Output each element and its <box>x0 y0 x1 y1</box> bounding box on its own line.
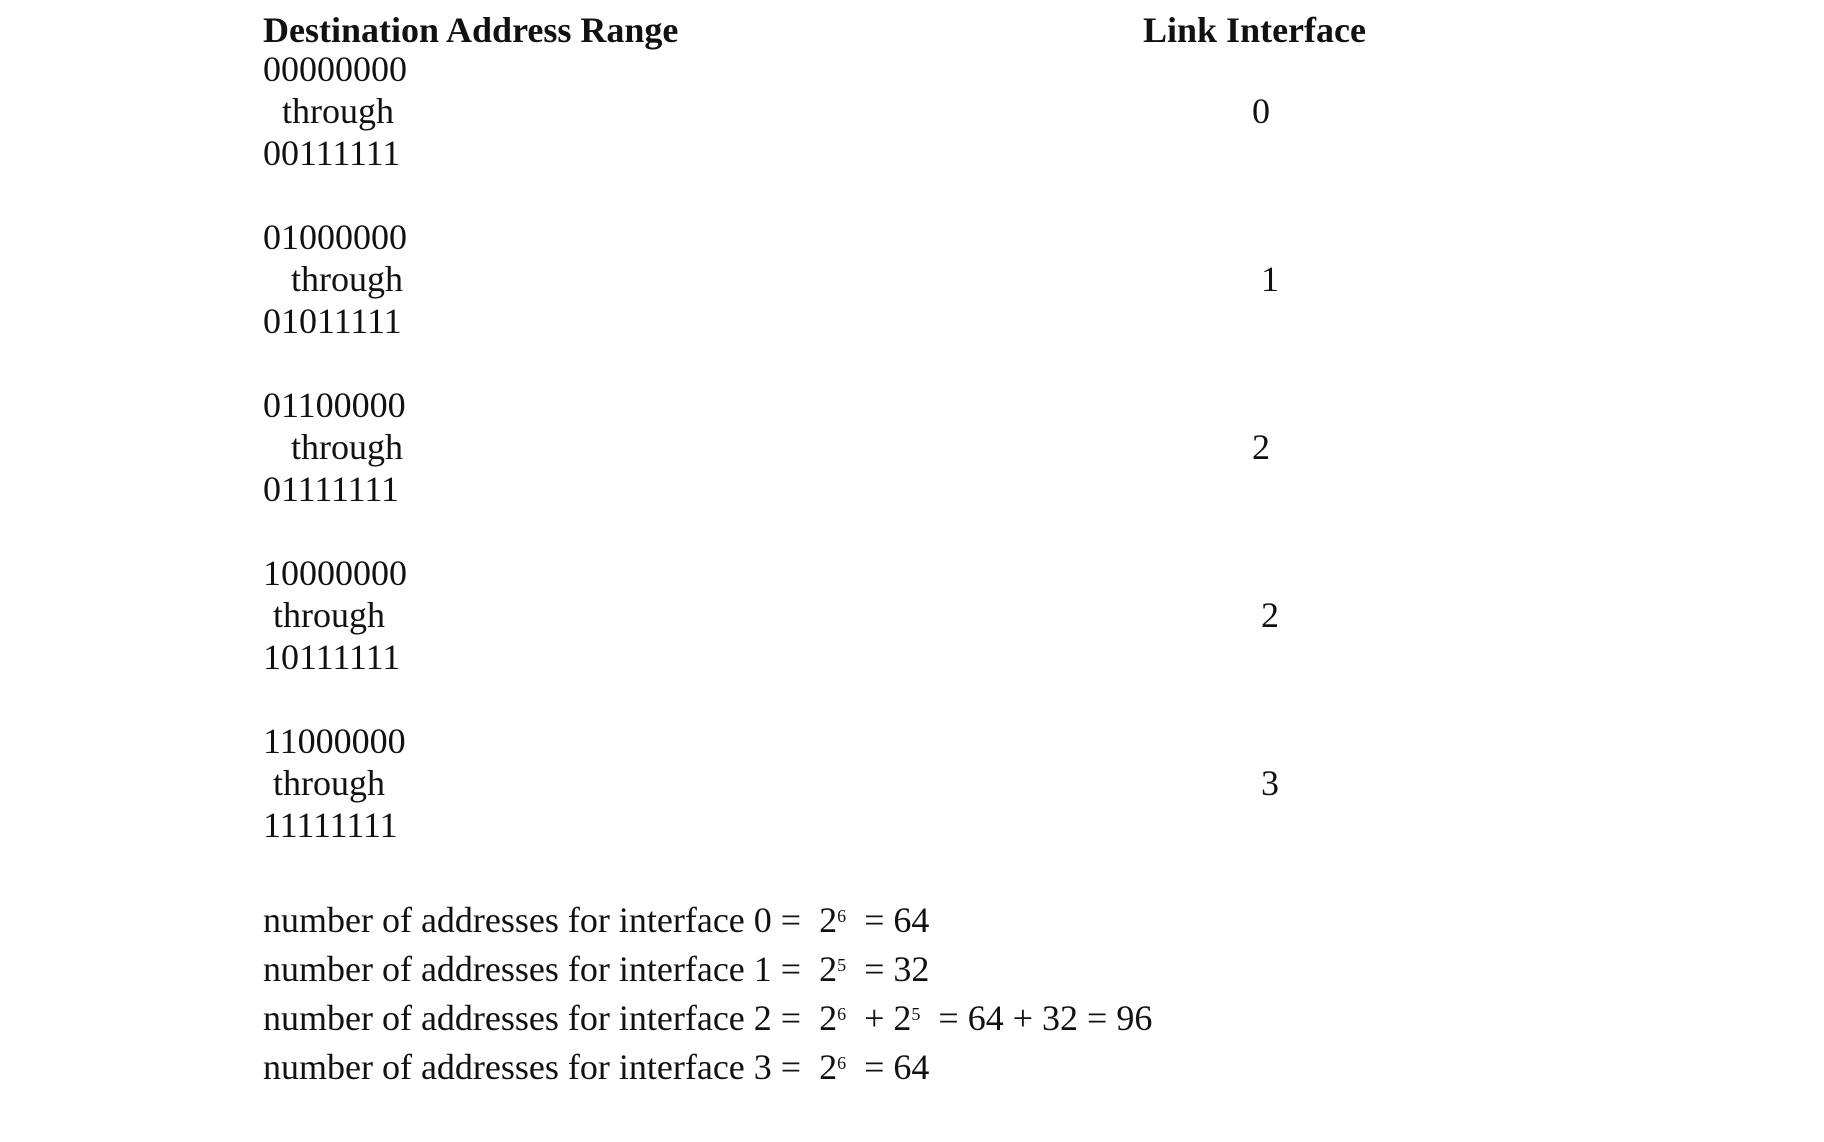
formula-base: 2 <box>893 998 912 1038</box>
formula-exponent: 6 <box>837 906 847 926</box>
formula-base: 2 <box>819 900 838 940</box>
interface-value-2: 2 <box>1252 427 1270 467</box>
formula-label: number of addresses for interface 3 = <box>263 1047 802 1087</box>
formula-plus: + <box>864 998 885 1038</box>
range-through: through <box>273 763 385 803</box>
formula-label: number of addresses for interface 2 = <box>263 998 802 1038</box>
range-end: 00111111 <box>263 133 401 173</box>
formula-line-1 <box>263 945 1152 994</box>
formula-base: 2 <box>819 1047 838 1087</box>
range-end: 11111111 <box>263 805 398 845</box>
link-interface-header: Link Interface <box>1143 10 1366 50</box>
interface-value-0: 0 <box>1252 91 1270 131</box>
range-start: 10000000 <box>263 553 407 593</box>
range-row-0 <box>263 48 407 174</box>
formula-result: = 64 <box>864 900 930 940</box>
range-through: through <box>282 91 394 131</box>
formula-exponent: 6 <box>837 1053 847 1073</box>
range-through: through <box>291 259 403 299</box>
range-start: 01000000 <box>263 217 407 257</box>
formula-result: = 64 + 32 = 96 <box>938 998 1153 1038</box>
interface-value-1: 1 <box>1261 259 1279 299</box>
range-end: 10111111 <box>263 637 401 677</box>
formula-line-2 <box>263 994 1152 1043</box>
range-start: 00000000 <box>263 49 407 89</box>
destination-range-header: Destination Address Range <box>263 10 679 50</box>
range-start: 11000000 <box>263 721 406 761</box>
range-row-3 <box>263 552 407 678</box>
range-row-4 <box>263 720 406 846</box>
formula-base: 2 <box>819 949 838 989</box>
range-row-1 <box>263 216 407 342</box>
formula-label: number of addresses for interface 0 = <box>263 900 802 940</box>
formula-exponent: 5 <box>911 1004 921 1024</box>
range-end: 01011111 <box>263 301 402 341</box>
interface-value-4: 3 <box>1261 763 1279 803</box>
range-through: through <box>291 427 403 467</box>
range-through: through <box>273 595 385 635</box>
formula-exponent: 6 <box>837 1004 847 1024</box>
range-start: 01100000 <box>263 385 406 425</box>
address-count-formulas <box>263 896 1152 1092</box>
formula-result: = 64 <box>864 1047 930 1087</box>
range-end: 01111111 <box>263 469 399 509</box>
interface-value-3: 2 <box>1261 595 1279 635</box>
formula-result: = 32 <box>864 949 930 989</box>
range-row-2 <box>263 384 406 510</box>
formula-line-0 <box>263 896 1152 945</box>
formula-exponent: 5 <box>837 955 847 975</box>
formula-base: 2 <box>819 998 838 1038</box>
formula-line-3 <box>263 1043 1152 1092</box>
formula-label: number of addresses for interface 1 = <box>263 949 802 989</box>
